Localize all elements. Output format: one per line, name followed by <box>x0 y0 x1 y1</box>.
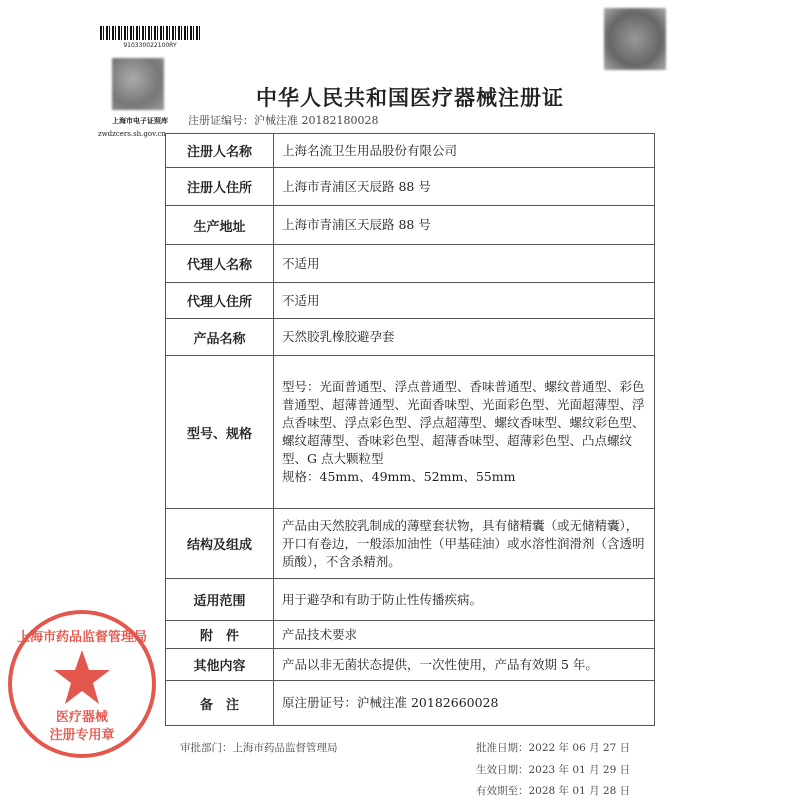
row-value: 产品技术要求 <box>274 621 655 649</box>
qr-code-top-right <box>604 8 666 70</box>
table-row <box>166 579 655 621</box>
table-row <box>166 283 655 319</box>
document-title: 中华人民共和国医疗器械注册证 <box>256 86 564 110</box>
seal-top-text: 上海市药品监督管理局 <box>16 630 147 645</box>
table-row <box>166 134 655 168</box>
effective-date: 生效日期：2023 年 01 月 29 日 <box>476 764 631 776</box>
official-seal <box>8 610 156 758</box>
table-row <box>166 206 655 245</box>
row-value: 产品以非无菌状态提供，一次性使用，产品有效期 5 年。 <box>274 649 655 681</box>
reg-no-value: 沪械注准 20182180028 <box>254 114 379 127</box>
table-row <box>166 621 655 649</box>
star-icon <box>52 648 112 706</box>
qr-code <box>112 58 164 110</box>
row-value: 不适用 <box>274 245 655 283</box>
row-value: 天然胶乳橡胶避孕套 <box>274 319 655 356</box>
table-row <box>166 356 655 509</box>
row-value: 上海市青浦区天辰路 88 号 <box>274 168 655 206</box>
spec-list: 规格：45mm、49mm、52mm、55mm <box>282 469 516 484</box>
reg-no-label: 注册证编号： <box>188 114 254 127</box>
row-label: 型号、规格 <box>166 356 274 509</box>
certificate-table <box>165 133 655 726</box>
barcode-number: 910330022100RY <box>123 42 177 49</box>
table-row <box>166 681 655 726</box>
table-row <box>166 245 655 283</box>
library-name: 上海市电子证照库 <box>112 116 168 125</box>
row-value: 不适用 <box>274 283 655 319</box>
table-row <box>166 319 655 356</box>
row-label: 注册人名称 <box>166 134 274 168</box>
model-list: 型号：光面普通型、浮点普通型、香味普通型、螺纹普通型、彩色普通型、超薄普通型、光面香味型、光面彩色型、光面超薄型、浮点香味型、浮点彩色型、浮点超薄型、螺纹香味型、螺纹彩色型、螺纹超薄型、香味彩色型、超薄香味型、超薄彩色型、凸点螺纹型、G 点大颗粒型 <box>282 379 645 466</box>
seal-line-2: 注册专用章 <box>49 728 115 743</box>
row-label: 产品名称 <box>166 319 274 356</box>
row-value <box>274 356 655 509</box>
approval-department: 审批部门：上海市药品监督管理局 <box>180 742 338 754</box>
registration-number <box>188 112 378 128</box>
row-label: 注册人住所 <box>166 168 274 206</box>
table-row <box>166 168 655 206</box>
row-label: 生产地址 <box>166 206 274 245</box>
row-value: 用于避孕和有助于防止性传播疾病。 <box>274 579 655 621</box>
row-label: 附 件 <box>166 621 274 649</box>
table-row <box>166 509 655 579</box>
row-label: 结构及组成 <box>166 509 274 579</box>
row-value: 上海市青浦区天辰路 88 号 <box>274 206 655 245</box>
row-value: 产品由天然胶乳制成的薄壁套状物，具有储精囊（或无储精囊），开口有卷边，一般添加油性（甲基硅油）或水溶性润滑剂（含透明质酸），不含杀精剂。 <box>274 509 655 579</box>
row-label: 适用范围 <box>166 579 274 621</box>
approval-date: 批准日期：2022 年 06 月 27 日 <box>476 742 631 754</box>
row-label: 其他内容 <box>166 649 274 681</box>
row-value: 上海名流卫生用品股份有限公司 <box>274 134 655 168</box>
row-label: 代理人名称 <box>166 245 274 283</box>
table-row <box>166 649 655 681</box>
row-label: 代理人住所 <box>166 283 274 319</box>
row-label: 备 注 <box>166 681 274 726</box>
library-url: zwdzcers.sh.gov.cn <box>98 130 166 138</box>
expiry-date: 有效期至：2028 年 01 月 28 日 <box>476 785 631 797</box>
row-value: 原注册证号：沪械注准 20182660028 <box>274 681 655 726</box>
seal-line-1: 医疗器械 <box>55 710 108 725</box>
barcode <box>100 26 200 40</box>
